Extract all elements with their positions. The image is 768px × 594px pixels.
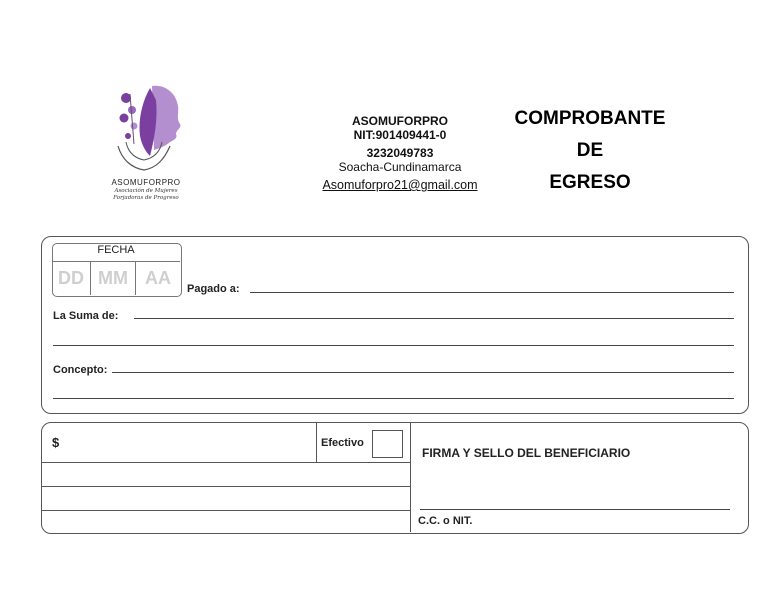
amount-row-line <box>42 510 410 511</box>
organization-nit: NIT:901409441-0 <box>353 128 447 142</box>
amount-row-line <box>42 486 410 487</box>
organization-name: ASOMUFORPRO <box>352 114 448 128</box>
date-month-field[interactable]: MM <box>98 268 128 288</box>
organization-email[interactable]: Asomuforpro21@gmail.com <box>322 178 478 192</box>
efectivo-checkbox[interactable] <box>372 430 403 458</box>
document-title-line-2: DE <box>576 140 604 161</box>
suma-field-line[interactable] <box>134 318 734 319</box>
document-title-line-3: EGRESO <box>549 172 631 193</box>
logo-name-text: ASOMUFORPRO <box>111 178 181 187</box>
concepto-field-line[interactable] <box>112 372 734 373</box>
document-title-line-1: COMPROBANTE <box>514 108 666 129</box>
currency-symbol: $ <box>52 435 60 450</box>
organization-city: Soacha-Cundinamarca <box>338 160 462 174</box>
date-year-field[interactable]: AA <box>145 268 171 288</box>
organization-phone: 3232049783 <box>366 146 434 160</box>
signature-divider <box>410 423 411 532</box>
date-label: FECHA <box>97 244 135 256</box>
suma-label: La Suma de: <box>53 310 119 322</box>
amount-row-line <box>42 462 410 463</box>
amount-divider <box>316 423 317 462</box>
cc-nit-label: C.C. o NIT. <box>418 515 473 527</box>
date-day-field[interactable]: DD <box>58 268 84 288</box>
pagado-label: Pagado a: <box>187 283 240 295</box>
concepto-extra-line[interactable] <box>53 398 734 399</box>
concepto-label: Concepto: <box>53 364 108 376</box>
signature-line[interactable] <box>420 509 730 510</box>
efectivo-label: Efectivo <box>321 437 364 449</box>
pagado-field-line[interactable] <box>250 292 734 293</box>
suma-extra-line[interactable] <box>53 345 734 346</box>
firma-label: FIRMA Y SELLO DEL BENEFICIARIO <box>422 446 631 460</box>
logo-subtitle-text: Asociación de Mujeres Forjadoras de Progreso <box>113 188 179 201</box>
